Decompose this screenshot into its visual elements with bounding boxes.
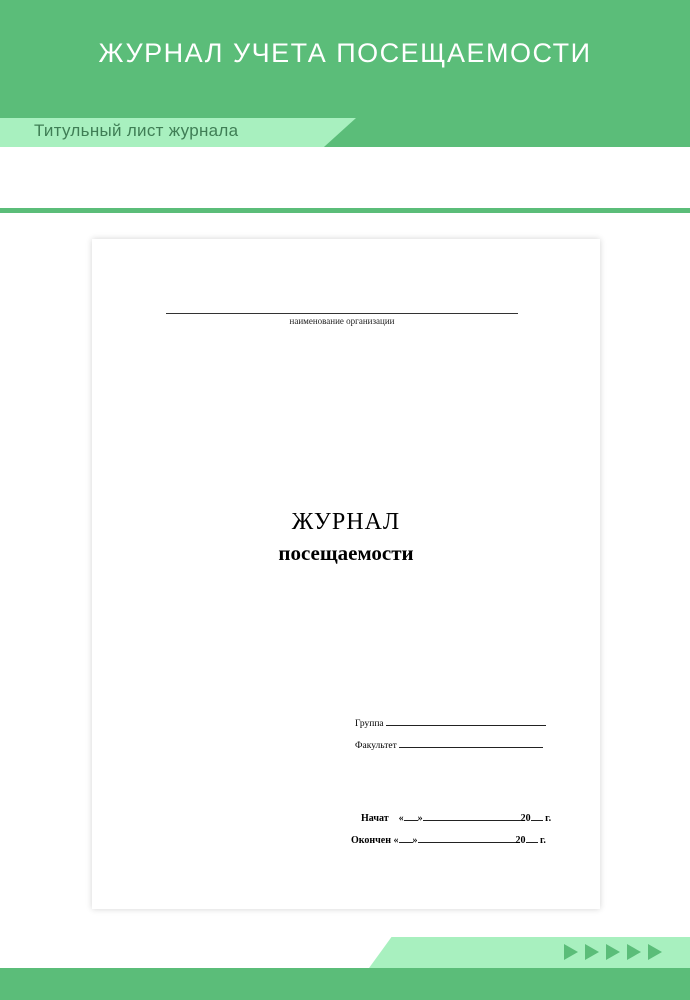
forward-arrow-icon [625,943,643,961]
forward-arrow-icon [562,943,580,961]
started-date-row [361,811,551,824]
faculty-fill-line [399,739,543,748]
ended-label: Окончен [351,835,392,846]
forward-arrow-icon [646,943,664,961]
day-fill-line [399,833,413,843]
year-prefix: 20 [515,835,526,846]
month-fill-line [423,811,521,821]
forward-arrow-icon [583,943,601,961]
started-label: Начат [361,813,389,824]
close-quote: » [412,835,418,846]
day-fill-line [404,811,418,821]
section-subtitle: Титульный лист журнала [34,121,239,140]
footer-bar [0,968,690,1000]
year-suffix: г. [545,813,552,824]
ended-date-row [351,833,546,846]
title-page-preview [92,239,600,909]
organization-caption: наименование организации [289,316,395,326]
divider [0,208,690,213]
organization-name-line [166,313,518,314]
page-title: ЖУРНАЛ УЧЕТА ПОСЕЩАЕМОСТИ [98,38,592,68]
group-fill-line [386,717,546,726]
year-fill-line [531,811,543,821]
year-fill-line [526,833,538,843]
faculty-label: Факультет [355,741,397,751]
group-label: Группа [355,719,384,729]
forward-arrow-icon [604,943,622,961]
year-prefix: 20 [520,813,531,824]
close-quote: » [417,813,423,824]
faculty-field [355,739,543,751]
open-quote: « [398,813,404,824]
month-fill-line [418,833,516,843]
forward-arrows [562,943,664,961]
journal-title: ЖУРНАЛ [291,509,401,535]
year-suffix: г. [540,835,546,846]
open-quote: « [393,835,399,846]
journal-subtitle: посещаемости [278,541,414,565]
group-field [355,717,546,729]
